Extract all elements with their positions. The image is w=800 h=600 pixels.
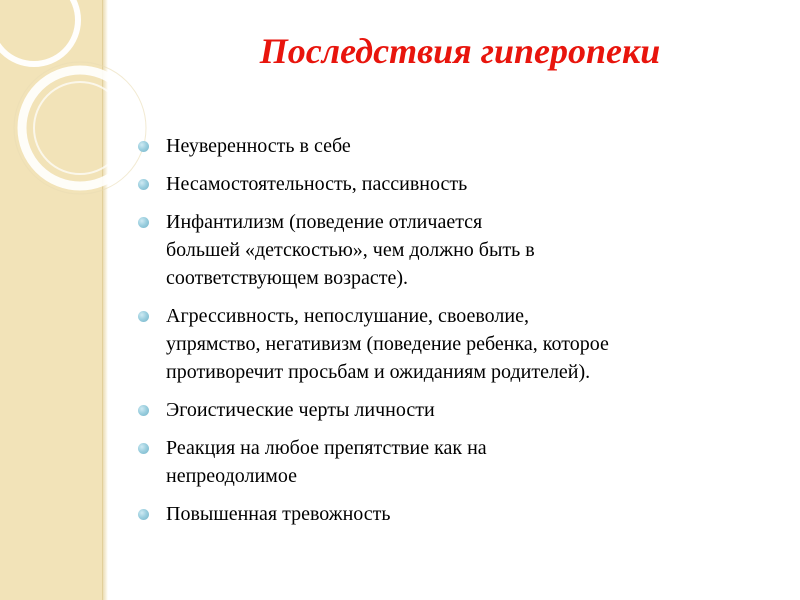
- list-item-line: непреодолимое: [166, 465, 297, 487]
- round-bullet-icon: [138, 405, 149, 416]
- list-item-line: противоречит просьбам и ожиданиям родителей).: [166, 361, 591, 383]
- slide-title: Последствия гиперопеки: [259, 31, 661, 71]
- bullet-list: [136, 132, 776, 538]
- round-bullet-icon: [138, 311, 149, 322]
- list-item-line: упрямство, негативизм (поведение ребенка, которое: [166, 333, 609, 355]
- round-bullet-icon: [138, 141, 149, 152]
- round-bullet-icon: [138, 179, 149, 190]
- list-item-line: Несамостоятельность, пассивность: [166, 173, 468, 195]
- list-item-line: Реакция на любое препятствие как на: [166, 437, 487, 459]
- list-item-line: большей «детскостью», чем должно быть в: [166, 239, 535, 261]
- round-bullet-icon: [138, 509, 149, 520]
- list-item-line: Повышенная тревожность: [166, 503, 391, 525]
- list-item: [136, 208, 776, 292]
- round-bullet-icon: [138, 443, 149, 454]
- list-item: [136, 396, 776, 424]
- list-item-line: Агрессивность, непослушание, своеволие,: [166, 305, 529, 327]
- list-item: [136, 302, 776, 386]
- list-item: [136, 500, 776, 528]
- list-item-line: Неуверенность в себе: [166, 135, 351, 157]
- round-bullet-icon: [138, 217, 149, 228]
- list-item-line: Инфантилизм (поведение отличается: [166, 211, 483, 233]
- list-item-line: соответствующем возрасте).: [166, 267, 409, 289]
- list-item: [136, 170, 776, 198]
- list-item: [136, 434, 776, 490]
- list-item: [136, 132, 776, 160]
- list-item-line: Эгоистические черты личности: [166, 399, 435, 421]
